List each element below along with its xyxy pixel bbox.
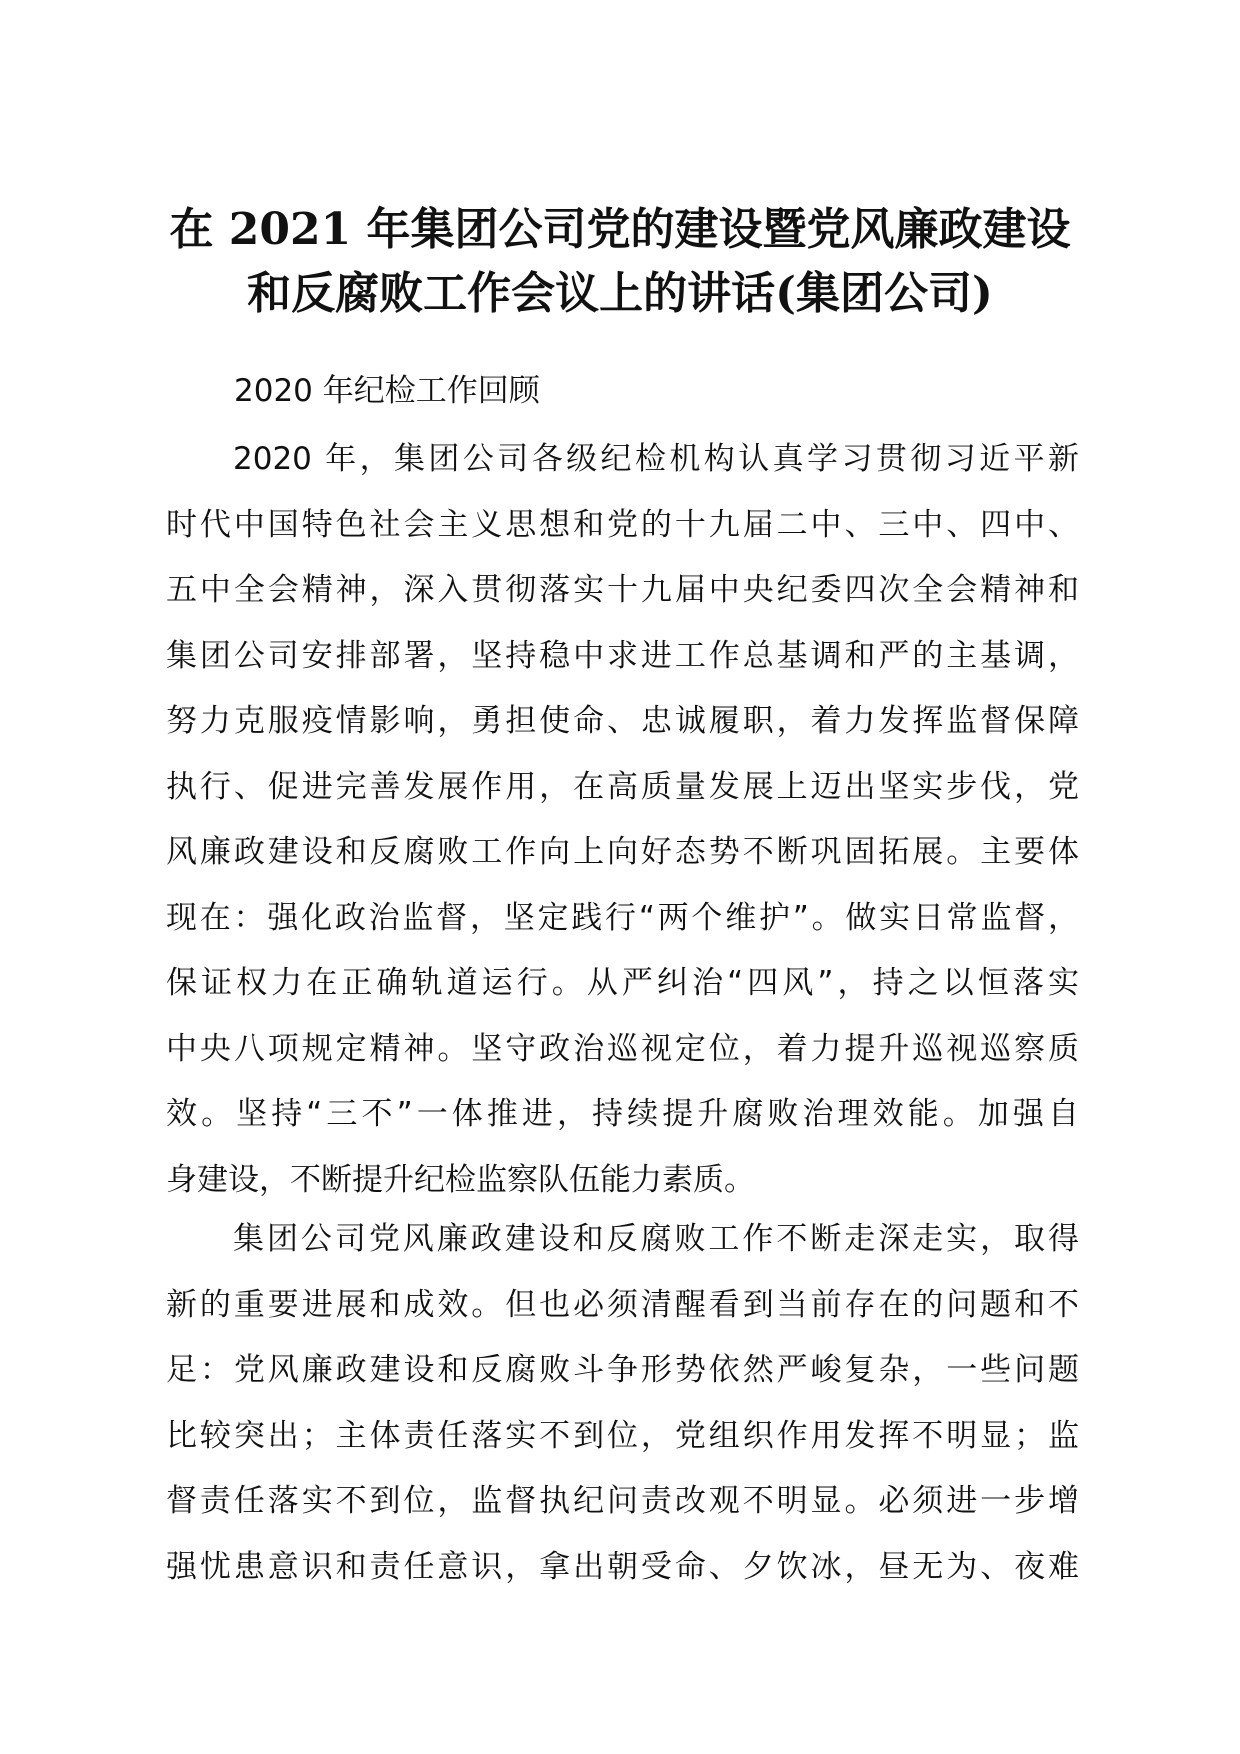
text-line: 效。坚持“三不”一体推进，持续提升腐败治理效能。加强自: [166, 1096, 1079, 1132]
title-line-1: 在 2021 年集团公司党的建设暨党风廉政建设: [169, 204, 1071, 255]
text-line: 2020 年，集团公司各级纪检机构认真学习贯彻习近平新: [233, 441, 1079, 477]
text-line: 身建设，不断提升纪检监察队伍能力素质。: [166, 1161, 755, 1198]
title-line-2: 和反腐败工作会议上的讲话(集团公司): [247, 268, 993, 319]
text-line: 督责任落实不到位，监督执纪问责改观不明显。必须进一步增: [166, 1483, 1079, 1519]
text-line: 集团公司党风廉政建设和反腐败工作不断走深走实，取得: [233, 1221, 1079, 1257]
text-line: 五中全会精神，深入贯彻落实十九届中央纪委四次全会精神和: [166, 572, 1079, 608]
text-line: 努力克服疫情影响，勇担使命、忠诚履职，着力发挥监督保障: [166, 703, 1079, 739]
text-line: 集团公司安排部署，坚持稳中求进工作总基调和严的主基调，: [166, 637, 1079, 674]
section-heading: 2020 年纪检工作回顾: [234, 373, 540, 409]
text-line: 时代中国特色社会主义思想和党的十九届二中、三中、四中、: [166, 506, 1079, 543]
text-line: 中央八项规定精神。坚守政治巡视定位，着力提升巡视巡察质: [166, 1030, 1079, 1067]
text-line: 新的重要进展和成效。但也必须清醒看到当前存在的问题和不: [166, 1286, 1079, 1323]
text-line: 足：党风廉政建设和反腐败斗争形势依然严峻复杂，一些问题: [166, 1352, 1079, 1388]
paragraph-1: [166, 434, 1079, 1220]
text-line: 执行、促进完善发展作用，在高质量发展上迈出坚实步伐，党: [166, 768, 1079, 805]
text-line: 比较突出；主体责任落实不到位，党组织作用发挥不明显；监: [166, 1417, 1079, 1454]
paragraph-2: [166, 1214, 1079, 1607]
document-title: [150, 198, 1090, 326]
text-line: 现在：强化政治监督，坚定践行“两个维护”。做实日常监督，: [166, 899, 1079, 936]
text-line: 保证权力在正确轨道运行。从严纠治“四风”，持之以恒落实: [166, 965, 1079, 1001]
text-line: 强忧患意识和责任意识，拿出朝受命、夕饮冰，昼无为、夜难: [166, 1548, 1079, 1585]
text-line: 风廉政建设和反腐败工作向上向好态势不断巩固拓展。主要体: [166, 834, 1079, 870]
